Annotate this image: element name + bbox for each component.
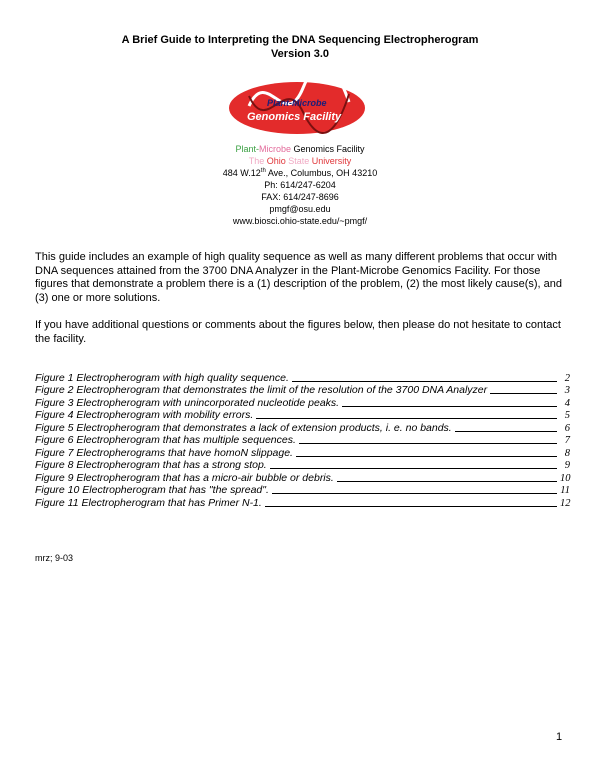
toc-entry[interactable]: Figure 8 Electropherogram that has a strong stop. 9 (35, 459, 570, 471)
address: 484 W.12th Ave., Columbus, OH 43210 (222, 168, 378, 178)
toc-entry[interactable]: Figure 9 Electropherogram that has a micro-air bubble or debris. 10 (35, 471, 571, 484)
toc-entry[interactable]: Figure 11 Electropherogram that has Primer N-1. 12 (35, 496, 571, 509)
logo-line1: Plant-Microbe (267, 98, 327, 108)
email-link[interactable]: pmgf@osu.edu (269, 204, 331, 214)
fax: FAX: 614/247-8696 (261, 192, 339, 202)
toc-entry[interactable]: Figure 2 Electropherogram that demonstrates the limit of the resolution of the 3700 DNA Analyzer 3 (35, 384, 570, 396)
toc-entry[interactable]: Figure 7 Electropherograms that have homoN slippage. 8 (35, 446, 570, 459)
toc-entry[interactable]: Figure 1 Electropherogram with high quality sequence. 2 (35, 371, 570, 384)
toc-entry[interactable]: Figure 4 Electropherogram with mobility errors. 5 (35, 409, 570, 421)
toc-entry[interactable]: Figure 10 Electropherogram that has "the spread". 11 (35, 484, 570, 496)
facility-logo (227, 72, 367, 136)
contact-block (0, 143, 600, 227)
phone: Ph: 614/247-6204 (264, 180, 336, 190)
website-link[interactable]: www.biosci.ohio-state.edu/~pmgf/ (232, 216, 368, 226)
toc-entry[interactable]: Figure 3 Electropherogram with unincorporated nucleotide peaks. 4 (35, 396, 570, 409)
document-title: A Brief Guide to Interpreting the DNA Sequencing Electropherogram (121, 34, 479, 46)
page-number: 1 (556, 731, 563, 743)
author-date-note: mrz; 9-03 (35, 553, 74, 563)
table-of-contents (35, 371, 570, 509)
intro-paragraph: This guide includes an example of high quality sequence as well as many different problems that occur with DNA sequences attained from the 3700 DNA Analyzer in the Plant-Microbe Genomics Facility. For those figures that demonstrate a problem there is a (1) description of the problem, (2) the most likely cause(s), and (3) one or more solutions. (35, 251, 563, 304)
document-version: Version 3.0 (270, 48, 330, 60)
contact-note-paragraph: If you have additional questions or comments about the figures below, then please do not hesitate to contact the facility. (35, 319, 561, 345)
toc-entry[interactable]: Figure 5 Electropherogram that demonstrates a lack of extension products, i. e. no bands. 6 (35, 421, 570, 434)
toc-entry[interactable]: Figure 6 Electropherogram that has multiple sequences. 7 (35, 434, 570, 446)
logo-line2: Genomics Facility (247, 111, 342, 123)
facility-name: Plant-Microbe Genomics Facility (235, 144, 365, 154)
university-name: The Ohio State University (248, 156, 352, 166)
